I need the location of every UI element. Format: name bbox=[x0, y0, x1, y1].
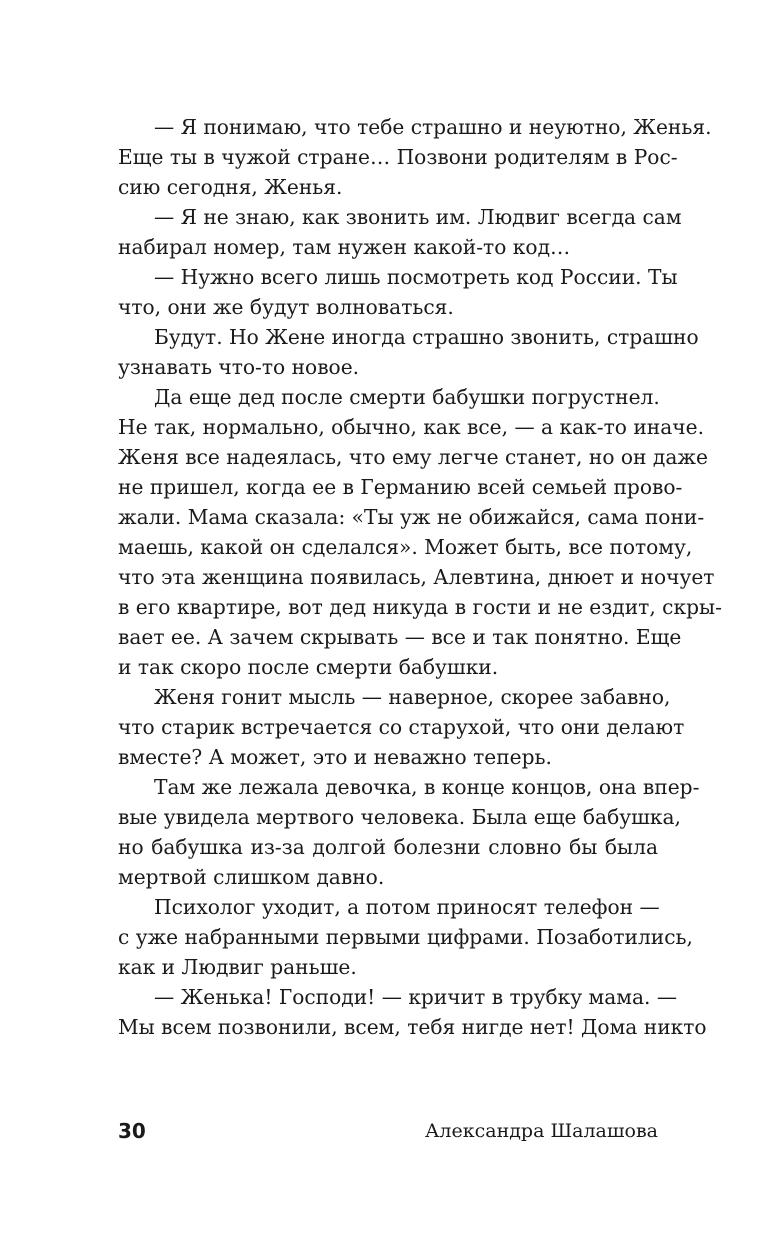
text-line: мертвой слишком давно. bbox=[118, 865, 385, 889]
text-line: что эта женщина появилась, Алевтина, днюет и ночует bbox=[118, 565, 715, 589]
text-line: Еще ты в чужой стране… Позвони родителям в Рос- bbox=[118, 145, 678, 169]
text-line: вые увидела мертвого человека. Была еще бабушка, bbox=[118, 805, 681, 829]
author-name: Александра Шалашова bbox=[425, 1120, 658, 1142]
text-line: маешь, какой он сделался». Может быть, все потому, bbox=[118, 535, 693, 559]
text-line: Будут. Но Жене иногда страшно звонить, страшно bbox=[154, 325, 699, 349]
text-line: — Я не знаю, как звонить им. Людвиг всегда сам bbox=[154, 205, 682, 229]
text-line: Женя все надеялась, что ему легче станет, но он даже bbox=[118, 445, 708, 469]
text-line: но бабушка из-за долгой болезни словно бы была bbox=[118, 835, 658, 859]
text-line: — Я понимаю, что тебе страшно и неуютно, Женья. bbox=[154, 115, 712, 139]
text-line: Психолог уходит, а потом приносят телефон — bbox=[154, 895, 660, 919]
text-line: Не так, нормально, обычно, как все, — а как-то иначе. bbox=[118, 415, 704, 439]
page-footer bbox=[118, 1116, 658, 1146]
text-line: вает ее. А зачем скрывать — все и так понятно. Еще bbox=[118, 625, 682, 649]
text-line: Женя гонит мысль — наверное, скорее забавно, bbox=[154, 685, 671, 709]
text-line: Мы всем позвонили, всем, тебя нигде нет! Дома никто bbox=[118, 1015, 707, 1039]
text-line: — Нужно всего лишь посмотреть код России. Ты bbox=[154, 265, 678, 289]
page-text bbox=[118, 112, 722, 1042]
text-line: Там же лежала девочка, в конце концов, она впер- bbox=[154, 775, 700, 799]
text-line: как и Людвиг раньше. bbox=[118, 955, 357, 979]
page-number: 30 bbox=[118, 1119, 146, 1143]
text-line: не пришел, когда ее в Германию всей семьей прово- bbox=[118, 475, 683, 499]
text-line: жали. Мама сказала: «Ты уж не обижайся, сама пони- bbox=[118, 505, 705, 529]
text-line: в его квартире, вот дед никуда в гости и не ездит, скры- bbox=[118, 595, 722, 619]
text-line: что, они же будут волноваться. bbox=[118, 295, 454, 319]
text-line: узнавать что-то новое. bbox=[118, 355, 360, 379]
text-line: — Женька! Господи! — кричит в трубку мама. — bbox=[154, 985, 678, 1009]
text-line: сию сегодня, Женья. bbox=[118, 175, 343, 199]
text-line: что старик встречается со старухой, что они делают bbox=[118, 715, 685, 739]
text-line: Да еще дед после смерти бабушки погрустнел. bbox=[154, 385, 660, 409]
text-line: набирал номер, там нужен какой-то код… bbox=[118, 235, 571, 259]
text-line: с уже набранными первыми цифрами. Позаботились, bbox=[118, 925, 693, 949]
text-line: и так скоро после смерти бабушки. bbox=[118, 655, 499, 679]
text-line: вместе? А может, это и неважно теперь. bbox=[118, 745, 552, 769]
